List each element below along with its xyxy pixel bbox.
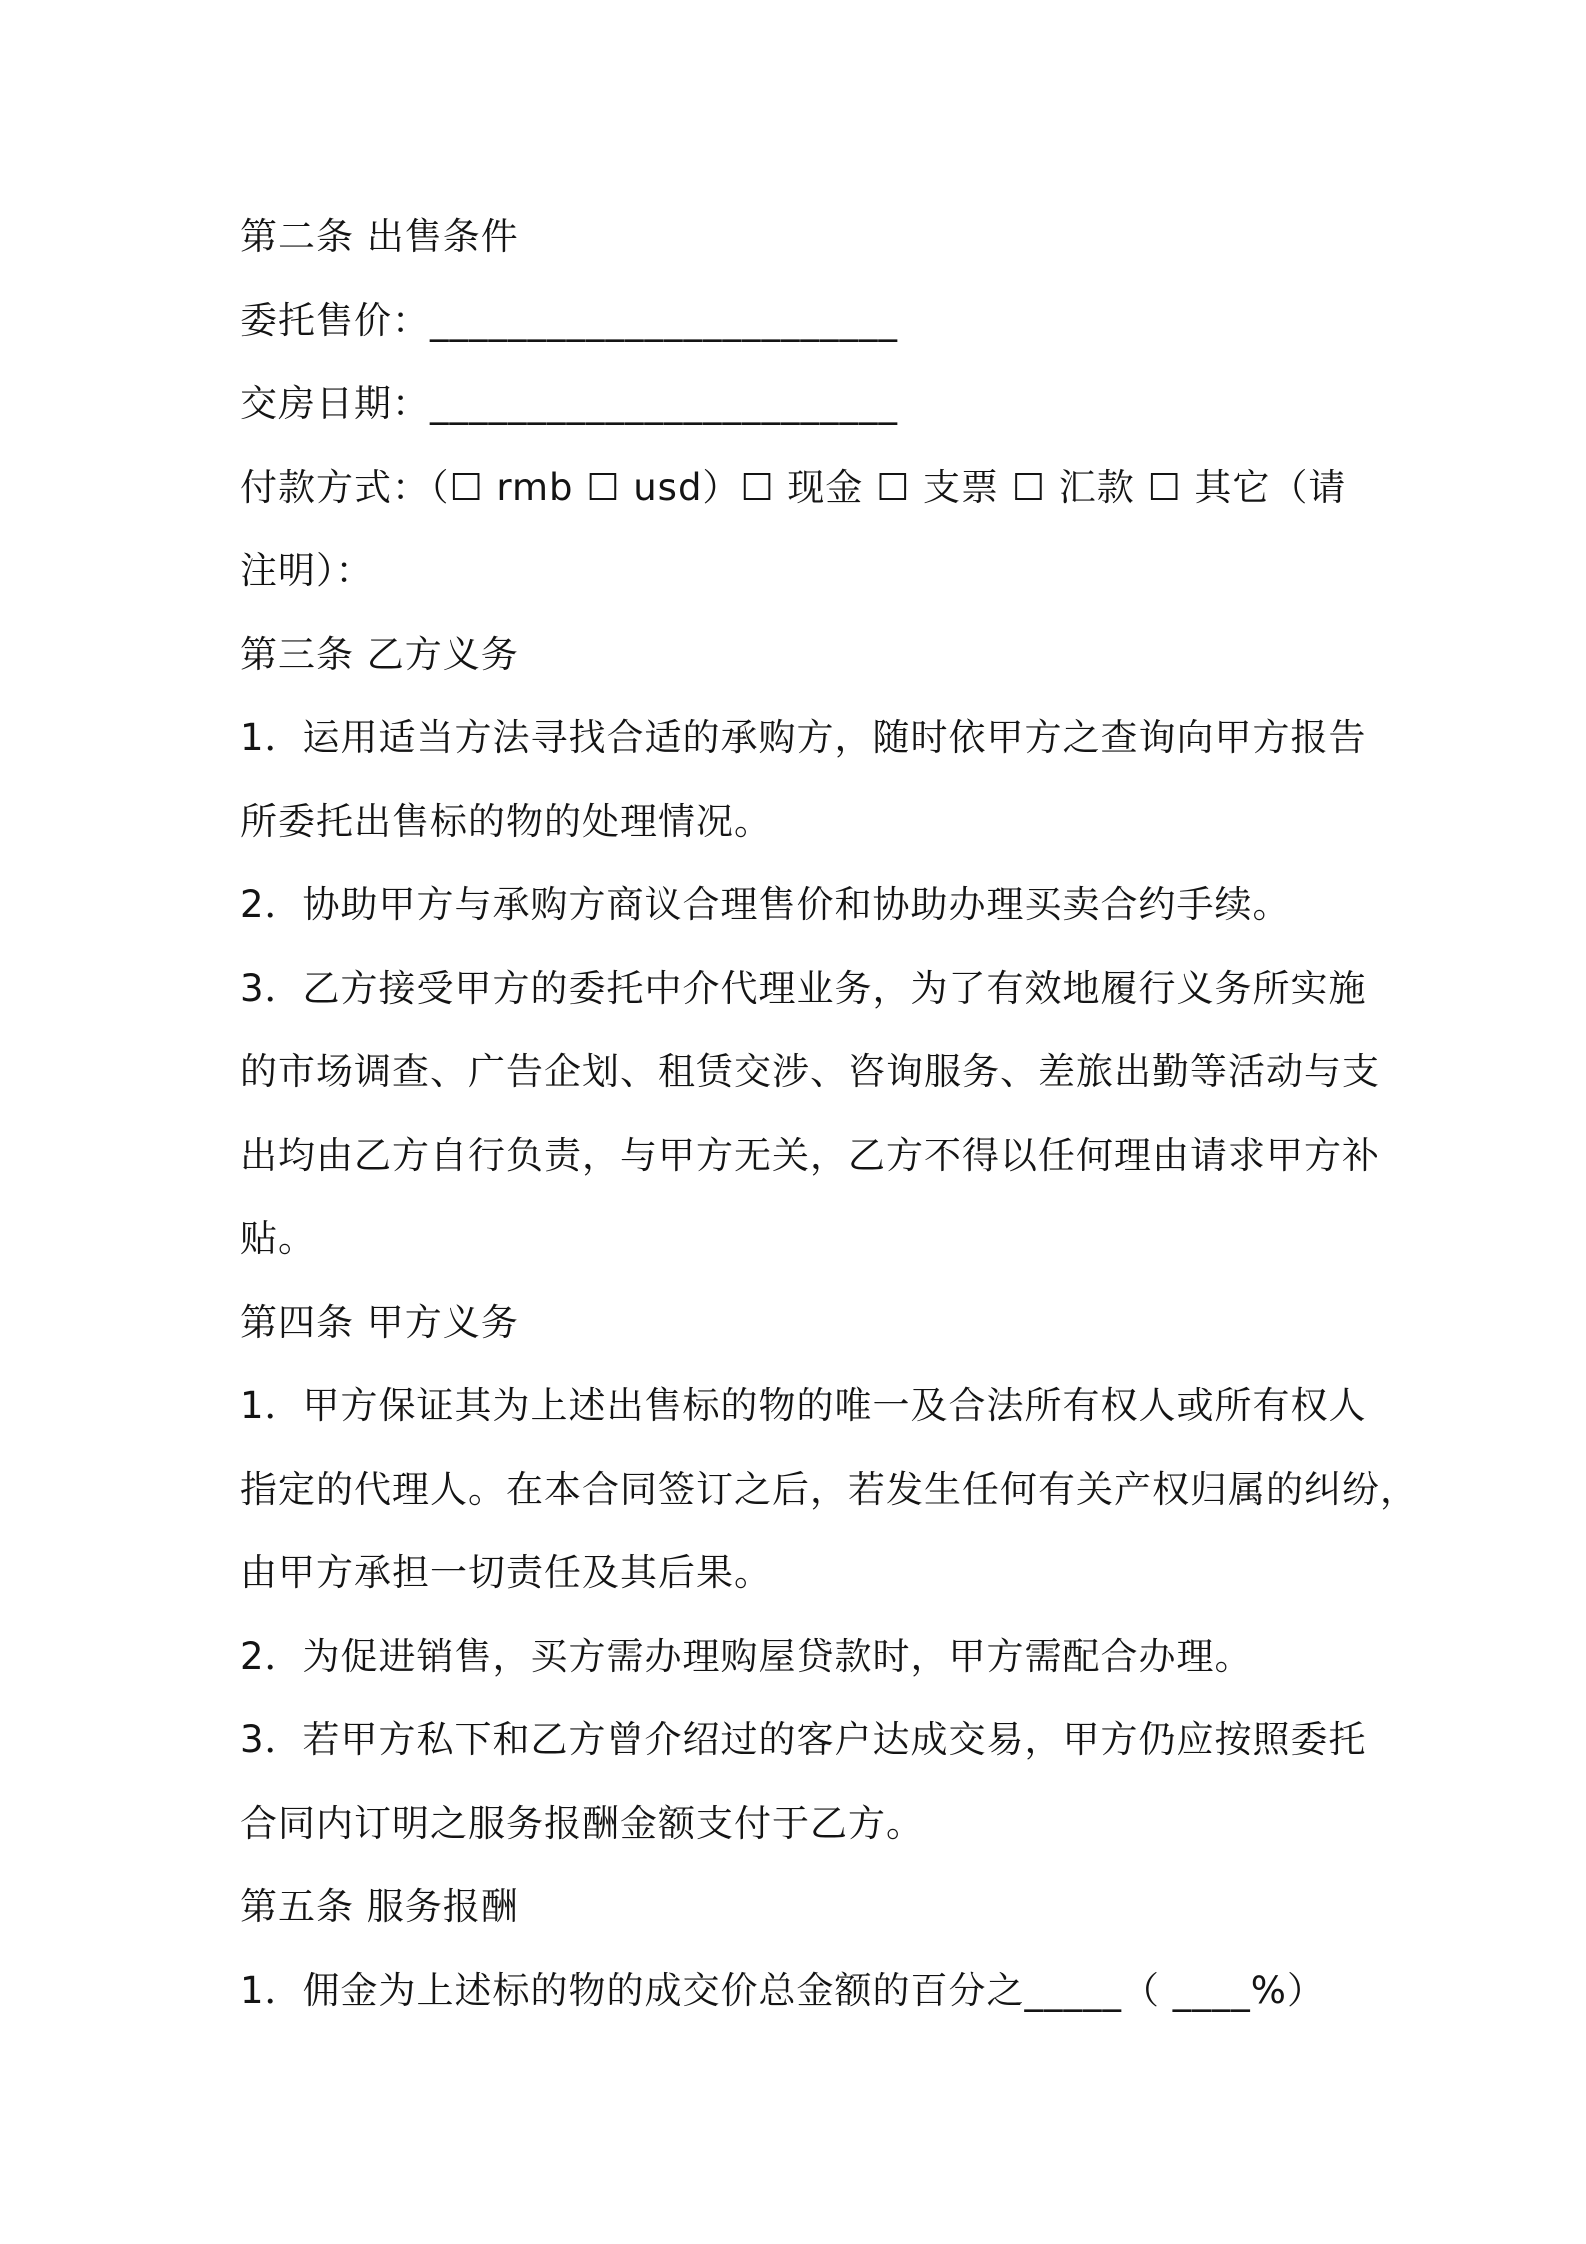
contract-body <box>240 195 1418 2032</box>
payment-method-line-continued: 注明）： <box>240 549 374 592</box>
section-4-item-1-line-1: 1．甲方保证其为上述出售标的物的唯一及合法所有权人或所有权人 <box>240 1384 1367 1427</box>
section-3-item-1-line-2: 所委托出售标的物的处理情况。 <box>240 799 772 843</box>
section-3-item-1-line-1: 1．运用适当方法寻找合适的承购方，随时依甲方之查询向甲方报告 <box>240 716 1367 759</box>
section-4-item-3-line-2: 合同内订明之服务报酬金额支付于乙方。 <box>240 1801 924 1845</box>
handover-date-field: 交房日期：________________________ <box>240 382 898 425</box>
payment-method-line: 付款方式：（☐ rmb ☐ usd）☐ 现金 ☐ 支票 ☐ 汇款 ☐ 其它（请 <box>240 465 1347 509</box>
section-3-item-3-line-3: 出均由乙方自行负责，与甲方无关，乙方不得以任何理由请求甲方补 <box>240 1133 1380 1177</box>
section-5-heading: 第五条 服务报酬 <box>240 1885 519 1928</box>
section-3-item-3-line-1: 3．乙方接受甲方的委托中介代理业务，为了有效地履行义务所实施 <box>240 966 1367 1010</box>
section-2-heading: 第二条 出售条件 <box>240 215 519 258</box>
section-4-item-1-line-3: 由甲方承担一切责任及其后果。 <box>240 1551 772 1594</box>
section-3-heading: 第三条 乙方义务 <box>240 632 519 676</box>
section-4-item-1-line-2: 指定的代理人。在本合同签订之后，若发生任何有关产权归属的纠纷， <box>240 1467 1418 1511</box>
section-4-heading: 第四条 甲方义务 <box>240 1300 519 1344</box>
section-3-item-3-line-2: 的市场调查、广告企划、租赁交涉、咨询服务、差旅出勤等活动与支 <box>240 1050 1380 1093</box>
section-3-item-2-line-1: 2．协助甲方与承购方商议合理售价和协助办理买卖合约手续。 <box>240 883 1291 926</box>
entrusted-price-field: 委托售价：________________________ <box>240 298 898 342</box>
section-4-item-3-line-1: 3．若甲方私下和乙方曾介绍过的客户达成交易，甲方仍应按照委托 <box>240 1718 1367 1761</box>
section-3-item-3-line-4: 贴。 <box>240 1217 316 1260</box>
section-5-item-1-line-1: 1．佣金为上述标的物的成交价总金额的百分之_____（ ____%） <box>240 1968 1325 2012</box>
section-4-item-2-line-1: 2．为促进销售，买方需办理购屋贷款时，甲方需配合办理。 <box>240 1634 1253 1678</box>
